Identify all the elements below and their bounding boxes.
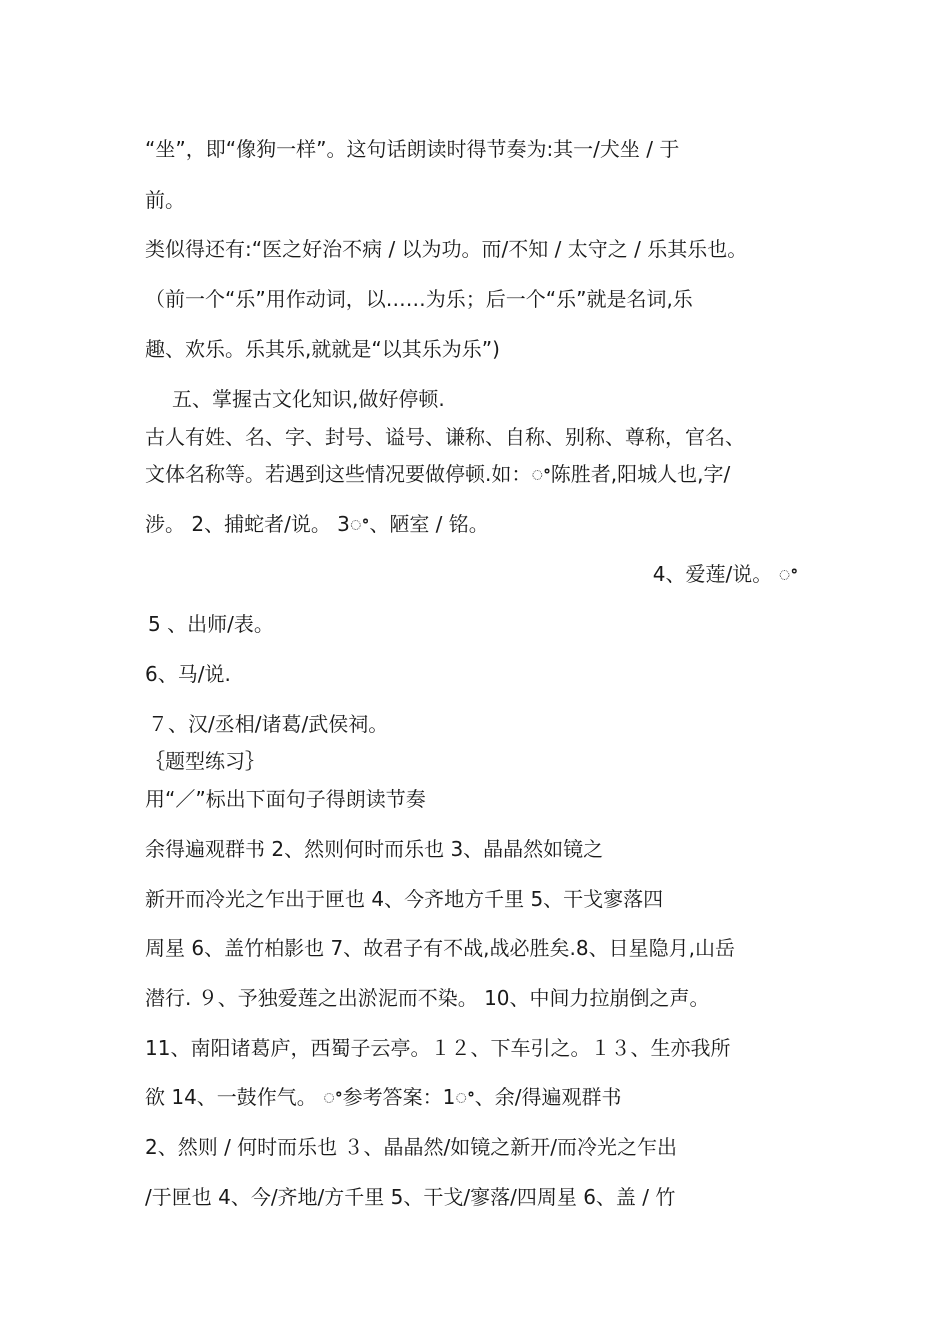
text-line: /于匣也 4、今/齐地/方千里 5、干戈/寥落/四周星 6、盖 / 竹 [145, 1185, 676, 1209]
text-line: 周星 6、盖竹柏影也 7、故君子有不战,战必胜矣.8、日星隐月,山岳 [145, 936, 735, 960]
text-line: 4、爱莲/说。 ꢀ [652, 562, 798, 586]
text-line: 古人有姓、名、字、封号、谥号、谦称、自称、别称、尊称，官名、 [145, 425, 745, 449]
text-line: “坐”，即“像狗一样”。这句话朗读时得节奏为:其一/犬坐 / 于 [145, 137, 680, 161]
text-line: 2、然则 / 何时而乐也 ３、晶晶然/如镜之新开/而冷光之乍出 [145, 1135, 678, 1159]
text-line: （前一个“乐”用作动词，以……为乐；后一个“乐”就是名词,乐 [145, 287, 693, 311]
text-line: 潜行. ９、予独爱莲之出淤泥而不染。 10、中间力拉崩倒之声。 [145, 986, 710, 1010]
text-line: 前。 [145, 188, 185, 212]
text-line: 11、南阳诸葛庐，西蜀子云亭。１２、下车引之。１３、生亦我所 [145, 1036, 731, 1060]
text-line: 6、马/说. [145, 662, 231, 686]
text-line: 5 、出师/表。 [148, 612, 274, 636]
section-heading: 五、掌握古文化知识,做好停顿. [172, 387, 445, 411]
exercise-heading: ｛题型练习｝ [145, 749, 265, 773]
text-line: 趣、欢乐。乐其乐,就就是“以其乐为乐”) [145, 337, 500, 361]
text-line: 类似得还有:“医之好治不病 / 以为功。而/不知 / 太守之 / 乐其乐也。 [145, 237, 748, 261]
text-line: 新开而冷光之乍出于匣也 4、今齐地方千里 5、干戈寥落四 [145, 887, 664, 911]
text-line: 用“／”标出下面句子得朗读节奏 [145, 787, 426, 811]
text-line: 文体名称等。若遇到这些情况要做停顿.如：ꢀ陈胜者,阳城人也,字/ [145, 462, 731, 486]
text-line: ７、汉/丞相/诸葛/武侯祠。 [148, 712, 389, 736]
text-line: 欲 14、一鼓作气。 ꢀ参考答案：1ꢀ、余/得遍观群书 [145, 1085, 622, 1109]
text-line: 涉。 2、捕蛇者/说。 3ꢀ、陋室 / 铭。 [145, 512, 489, 536]
text-line: 余得遍观群书 2、然则何时而乐也 3、晶晶然如镜之 [145, 837, 604, 861]
